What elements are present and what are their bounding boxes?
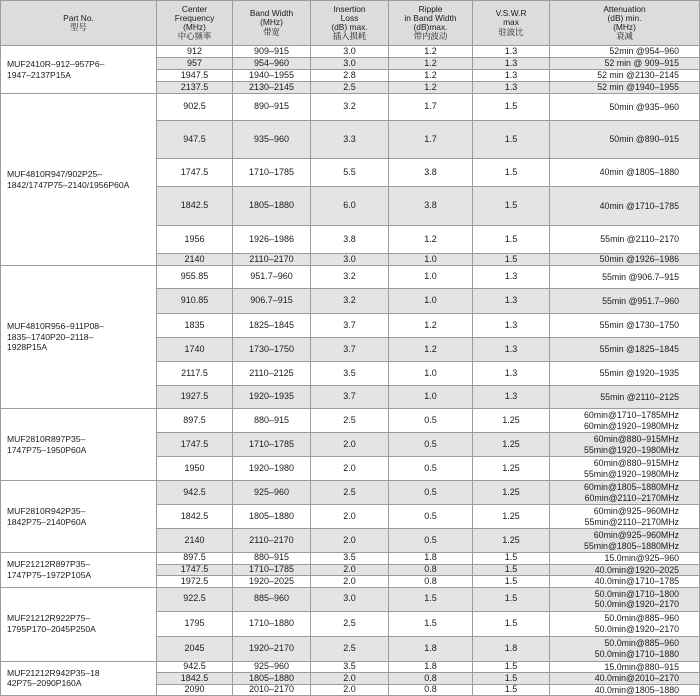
- attenuation-line: 50min @935–960: [609, 101, 679, 112]
- attenuation-line: 50.0min@1710–1800: [594, 588, 679, 599]
- part-number-cell: [1, 46, 157, 94]
- vswr-cell: 1.3: [473, 314, 550, 338]
- attenuation-line: 55min @1920–1935: [599, 368, 679, 379]
- vswr-cell: 1.25: [473, 433, 550, 457]
- part-number-cell: [1, 94, 157, 266]
- center-frequency-cell: 1842.5: [157, 187, 233, 226]
- ripple-cell: 1.0: [389, 266, 473, 289]
- header-line: 衰减: [616, 31, 633, 42]
- part-group: [1, 409, 700, 481]
- part-number-line: MUF2810R942P35–: [7, 505, 86, 516]
- vswr-cell: 1.5: [473, 564, 550, 576]
- attenuation-line: 50min @890–915: [609, 134, 679, 145]
- vswr-cell: 1.3: [473, 58, 550, 70]
- attenuation-cell: [550, 611, 700, 636]
- header-line: Frequency: [174, 12, 215, 23]
- header-line: (MHz): [613, 22, 636, 32]
- ripple-cell: 0.5: [389, 529, 473, 553]
- center-frequency-cell: 2045: [157, 636, 233, 661]
- table-row: [1, 94, 700, 121]
- part-number-cell: [1, 266, 157, 409]
- part-group: [1, 587, 700, 661]
- part-number-line: MUF21212R897P35–: [7, 559, 91, 570]
- part-group: [1, 94, 700, 266]
- vswr-cell: 1.3: [473, 70, 550, 82]
- insertion-loss-cell: 2.0: [311, 576, 389, 588]
- attenuation-line: 60min@880–915MHz: [593, 457, 679, 468]
- band-width-cell: 1710–1880: [233, 611, 311, 636]
- band-width-cell: 1926–1986: [233, 226, 311, 254]
- attenuation-line: 60min@925–960MHz: [593, 505, 679, 516]
- insertion-loss-cell: 3.7: [311, 386, 389, 409]
- part-group: [1, 46, 700, 94]
- attenuation-cell: [550, 433, 700, 457]
- attenuation-line: 50.0min@885–960: [604, 613, 679, 624]
- ripple-cell: 0.5: [389, 481, 473, 505]
- part-group: [1, 481, 700, 553]
- part-number-line: 1747P75–1972P105A: [7, 569, 92, 580]
- ripple-cell: 0.5: [389, 505, 473, 529]
- header-line: (MHz): [260, 17, 283, 28]
- band-width-cell: 906.7–915: [233, 289, 311, 314]
- center-frequency-cell: 1956: [157, 226, 233, 254]
- vswr-cell: 1.3: [473, 386, 550, 409]
- part-group: [1, 553, 700, 588]
- ripple-cell: 1.2: [389, 338, 473, 362]
- insertion-loss-cell: 3.3: [311, 121, 389, 159]
- attenuation-cell: [550, 587, 700, 611]
- attenuation-line: 52min @954–960: [609, 46, 679, 57]
- insertion-loss-cell: 3.5: [311, 362, 389, 386]
- ripple-cell: 3.8: [389, 159, 473, 187]
- band-width-cell: 1920–1935: [233, 386, 311, 409]
- center-frequency-cell: 2117.5: [157, 362, 233, 386]
- vswr-cell: 1.25: [473, 529, 550, 553]
- band-width-cell: 1730–1750: [233, 338, 311, 362]
- part-number-line: 1835–1740P20–2118–: [7, 331, 94, 342]
- attenuation-cell: [550, 94, 700, 121]
- center-frequency-cell: 1947.5: [157, 70, 233, 82]
- ripple-cell: 1.2: [389, 46, 473, 58]
- center-frequency-cell: 1972.5: [157, 576, 233, 588]
- attenuation-cell: [550, 457, 700, 481]
- attenuation-cell: [550, 409, 700, 433]
- center-frequency-cell: 2137.5: [157, 82, 233, 94]
- band-width-header: [233, 1, 311, 46]
- part-number-cell: [1, 481, 157, 553]
- table-header: [1, 1, 700, 46]
- ripple-header: [389, 1, 473, 46]
- ripple-cell: 0.5: [389, 409, 473, 433]
- vswr-cell: 1.25: [473, 481, 550, 505]
- table-row: [1, 409, 700, 433]
- attenuation-cell: [550, 70, 700, 82]
- center-frequency-header: [157, 1, 233, 46]
- ripple-cell: 1.0: [389, 386, 473, 409]
- center-frequency-cell: 1747.5: [157, 564, 233, 576]
- vswr-cell: 1.5: [473, 661, 550, 673]
- attenuation-cell: [550, 553, 700, 565]
- insertion-loss-cell: 2.8: [311, 70, 389, 82]
- part-number-line: 1842/1747P75–2140/1956P60A: [7, 179, 130, 190]
- insertion-loss-cell: 3.0: [311, 58, 389, 70]
- vswr-cell: 1.5: [473, 587, 550, 611]
- ripple-cell: 1.8: [389, 636, 473, 661]
- band-width-cell: 885–960: [233, 587, 311, 611]
- table-row: [1, 587, 700, 611]
- insertion-loss-cell: 2.5: [311, 481, 389, 505]
- attenuation-cell: [550, 121, 700, 159]
- center-frequency-cell: 947.5: [157, 121, 233, 159]
- center-frequency-cell: 910.85: [157, 289, 233, 314]
- insertion-loss-cell: 3.0: [311, 46, 389, 58]
- ripple-cell: 1.5: [389, 611, 473, 636]
- part-number-line: 1795P170–2045P250A: [7, 624, 96, 635]
- part-number-line: 1842P75–2140P60A: [7, 516, 87, 527]
- ripple-cell: 1.0: [389, 362, 473, 386]
- band-width-cell: 954–960: [233, 58, 311, 70]
- header-line: Loss: [340, 12, 359, 23]
- ripple-cell: 1.7: [389, 121, 473, 159]
- attenuation-cell: [550, 576, 700, 588]
- attenuation-line: 55min @1730–1750: [599, 320, 679, 331]
- center-frequency-cell: 1842.5: [157, 505, 233, 529]
- attenuation-cell: [550, 46, 700, 58]
- center-frequency-cell: 2140: [157, 254, 233, 266]
- center-frequency-cell: 2090: [157, 684, 233, 696]
- vswr-cell: 1.5: [473, 121, 550, 159]
- part-number-line: 42P75–2090P160A: [7, 678, 82, 689]
- attenuation-line: 55min @2110–2170: [600, 234, 679, 245]
- part-number-cell: [1, 409, 157, 481]
- ripple-cell: 0.8: [389, 576, 473, 588]
- insertion-loss-cell: 2.5: [311, 82, 389, 94]
- attenuation-line: 15.0min@925–960: [604, 553, 679, 563]
- insertion-loss-cell: 2.5: [311, 409, 389, 433]
- insertion-loss-cell: 3.0: [311, 587, 389, 611]
- vswr-cell: 1.5: [473, 576, 550, 588]
- band-width-cell: 1940–1955: [233, 70, 311, 82]
- insertion-loss-header: [311, 1, 389, 46]
- ripple-cell: 1.5: [389, 587, 473, 611]
- header-line: 带宽: [263, 26, 280, 37]
- attenuation-line: 55min@1920–1980MHz: [583, 444, 679, 455]
- insertion-loss-cell: 3.7: [311, 314, 389, 338]
- center-frequency-cell: 1747.5: [157, 433, 233, 457]
- ripple-cell: 1.2: [389, 82, 473, 94]
- vswr-cell: 1.3: [473, 362, 550, 386]
- part-no-header: [1, 1, 157, 46]
- attenuation-line: 40.0min@1920–2025: [594, 564, 679, 575]
- center-frequency-cell: 1740: [157, 338, 233, 362]
- center-frequency-cell: 942.5: [157, 661, 233, 673]
- part-number-line: MUF2410R–912–957P6–: [7, 58, 105, 69]
- ripple-cell: 1.0: [389, 289, 473, 314]
- band-width-cell: 2010–2170: [233, 684, 311, 696]
- header-line: 中心频率: [177, 31, 212, 42]
- center-frequency-cell: 1747.5: [157, 159, 233, 187]
- part-number-cell: [1, 553, 157, 588]
- part-number-line: 1928P15A: [7, 342, 48, 353]
- insertion-loss-cell: 3.5: [311, 553, 389, 565]
- header-line: V.S.W.R: [495, 8, 527, 19]
- ripple-cell: 1.2: [389, 58, 473, 70]
- header-line: Band Width: [249, 8, 294, 19]
- vswr-cell: 1.25: [473, 457, 550, 481]
- vswr-cell: 1.3: [473, 82, 550, 94]
- attenuation-line: 40.0min@1710–1785: [594, 576, 679, 587]
- vswr-cell: 1.5: [473, 611, 550, 636]
- attenuation-line: 55min @1825–1845: [599, 344, 679, 355]
- band-width-cell: 2110–2170: [233, 529, 311, 553]
- center-frequency-cell: 922.5: [157, 587, 233, 611]
- vswr-cell: 1.3: [473, 289, 550, 314]
- band-width-cell: 1710–1785: [233, 564, 311, 576]
- attenuation-line: 50.0min@885–960: [604, 638, 679, 649]
- band-width-cell: 1805–1880: [233, 505, 311, 529]
- attenuation-cell: [550, 338, 700, 362]
- header-line: (MHz): [183, 22, 206, 32]
- attenuation-cell: [550, 254, 700, 266]
- attenuation-cell: [550, 187, 700, 226]
- vswr-cell: 1.8: [473, 636, 550, 661]
- attenuation-cell: [550, 314, 700, 338]
- insertion-loss-cell: 2.0: [311, 457, 389, 481]
- header-line: max: [503, 17, 519, 28]
- part-number-cell: [1, 587, 157, 661]
- insertion-loss-cell: 2.0: [311, 505, 389, 529]
- header-line: 驻波比: [498, 26, 524, 37]
- insertion-loss-cell: 3.2: [311, 289, 389, 314]
- band-width-cell: 935–960: [233, 121, 311, 159]
- attenuation-cell: [550, 82, 700, 94]
- attenuation-line: 15.0min@880–915: [604, 661, 679, 672]
- ripple-cell: 0.5: [389, 457, 473, 481]
- table-row: [1, 481, 700, 505]
- band-width-cell: 890–915: [233, 94, 311, 121]
- attenuation-line: 55min @906.7–915: [602, 271, 679, 282]
- header-line: 插入损耗: [332, 31, 367, 42]
- vswr-cell: 1.3: [473, 46, 550, 58]
- band-width-cell: 2130–2145: [233, 82, 311, 94]
- band-width-cell: 909–915: [233, 46, 311, 58]
- center-frequency-cell: 1835: [157, 314, 233, 338]
- band-width-cell: 2110–2170: [233, 254, 311, 266]
- attenuation-cell: [550, 362, 700, 386]
- insertion-loss-cell: 2.5: [311, 636, 389, 661]
- attenuation-line: 40min @1710–1785: [599, 200, 679, 211]
- attenuation-line: 52 min @2130–2145: [597, 70, 679, 81]
- attenuation-line: 55min@2110–2170MHz: [584, 516, 679, 527]
- table-row: [1, 661, 700, 673]
- vswr-cell: 1.5: [473, 159, 550, 187]
- insertion-loss-cell: 2.0: [311, 433, 389, 457]
- band-width-cell: 951.7–960: [233, 266, 311, 289]
- attenuation-cell: [550, 266, 700, 289]
- ripple-cell: 1.8: [389, 553, 473, 565]
- attenuation-line: 40.0min@1805–1880: [594, 684, 679, 695]
- vswr-cell: 1.5: [473, 673, 550, 685]
- center-frequency-cell: 2140: [157, 529, 233, 553]
- insertion-loss-cell: 3.2: [311, 266, 389, 289]
- attenuation-cell: [550, 505, 700, 529]
- header-row: [1, 1, 700, 46]
- ripple-cell: 0.5: [389, 433, 473, 457]
- vswr-cell: 1.5: [473, 187, 550, 226]
- band-width-cell: 1710–1785: [233, 159, 311, 187]
- attenuation-line: 60min@925–960MHz: [593, 529, 679, 540]
- vswr-cell: 1.5: [473, 226, 550, 254]
- attenuation-line: 60min@1805–1880MHz: [583, 481, 679, 492]
- vswr-cell: 1.5: [473, 94, 550, 121]
- insertion-loss-cell: 3.8: [311, 226, 389, 254]
- table-row: [1, 46, 700, 58]
- attenuation-cell: [550, 684, 700, 696]
- center-frequency-cell: 957: [157, 58, 233, 70]
- attenuation-line: 60min@1710–1785MHz: [583, 409, 679, 420]
- attenuation-line: 60min@1920–1980MHz: [583, 420, 679, 431]
- attenuation-cell: [550, 159, 700, 187]
- ripple-cell: 3.8: [389, 187, 473, 226]
- center-frequency-cell: 1795: [157, 611, 233, 636]
- ripple-cell: 0.8: [389, 673, 473, 685]
- attenuation-cell: [550, 58, 700, 70]
- header-line: Part No.: [63, 12, 94, 23]
- band-width-cell: 880–915: [233, 409, 311, 433]
- vswr-cell: 1.5: [473, 553, 550, 565]
- attenuation-cell: [550, 529, 700, 553]
- attenuation-line: 55min @951.7–960: [602, 295, 679, 306]
- ripple-cell: 0.8: [389, 684, 473, 696]
- attenuation-line: 50min @1926–1986: [599, 254, 679, 265]
- center-frequency-cell: 912: [157, 46, 233, 58]
- ripple-cell: 1.7: [389, 94, 473, 121]
- band-width-cell: 1805–1880: [233, 187, 311, 226]
- part-number-line: 1747P75–1950P60A: [7, 444, 87, 455]
- insertion-loss-cell: 2.0: [311, 564, 389, 576]
- header-line: 带内波动: [413, 31, 448, 42]
- header-line: (dB)max.: [413, 22, 448, 32]
- attenuation-line: 50.0min@1710–1880: [594, 648, 679, 659]
- band-width-cell: 2110–2125: [233, 362, 311, 386]
- attenuation-line: 55min@1805–1880MHz: [583, 540, 679, 551]
- center-frequency-cell: 1950: [157, 457, 233, 481]
- part-number-line: MUF4810R956–911P08–: [7, 320, 104, 331]
- vswr-cell: 1.5: [473, 254, 550, 266]
- header-line: in Band Width: [404, 12, 457, 23]
- attenuation-line: 40.0min@2010–2170: [594, 673, 679, 684]
- ripple-cell: 1.0: [389, 254, 473, 266]
- ripple-cell: 0.8: [389, 564, 473, 576]
- table-row: [1, 553, 700, 565]
- center-frequency-cell: 1927.5: [157, 386, 233, 409]
- attenuation-cell: [550, 289, 700, 314]
- attenuation-line: 50.0min@1920–2170: [594, 623, 679, 634]
- ripple-cell: 1.8: [389, 661, 473, 673]
- attenuation-line: 50.0min@1920–2170: [594, 599, 679, 610]
- attenuation-line: 60min@880–915MHz: [593, 433, 679, 444]
- attenuation-cell: [550, 636, 700, 661]
- part-number-line: MUF2810R897P35–: [7, 433, 86, 444]
- attenuation-header: [550, 1, 700, 46]
- insertion-loss-cell: 2.0: [311, 673, 389, 685]
- band-width-cell: 1825–1845: [233, 314, 311, 338]
- ripple-cell: 1.2: [389, 226, 473, 254]
- header-line: (dB) min.: [607, 12, 642, 23]
- attenuation-line: 40min @1805–1880: [599, 167, 679, 178]
- attenuation-cell: [550, 386, 700, 409]
- insertion-loss-cell: 3.5: [311, 661, 389, 673]
- attenuation-cell: [550, 564, 700, 576]
- attenuation-line: 55min @2110–2125: [600, 391, 679, 402]
- attenuation-line: 60min@2110–2170MHz: [584, 492, 679, 503]
- center-frequency-cell: 1842.5: [157, 673, 233, 685]
- vswr-cell: 1.5: [473, 684, 550, 696]
- insertion-loss-cell: 3.0: [311, 254, 389, 266]
- ripple-cell: 1.2: [389, 70, 473, 82]
- part-number-line: 1947–2137P15A: [7, 69, 72, 80]
- band-width-cell: 1805–1880: [233, 673, 311, 685]
- insertion-loss-cell: 5.5: [311, 159, 389, 187]
- header-line: (dB) max.: [331, 22, 368, 32]
- attenuation-line: 52 min @1940–1955: [597, 82, 679, 93]
- band-width-cell: 1920–2170: [233, 636, 311, 661]
- center-frequency-cell: 897.5: [157, 409, 233, 433]
- part-number-line: MUF4810R947/902P25–: [7, 168, 103, 179]
- attenuation-cell: [550, 673, 700, 685]
- band-width-cell: 925–960: [233, 661, 311, 673]
- vswr-cell: 1.25: [473, 409, 550, 433]
- header-line: Center: [181, 3, 208, 14]
- attenuation-cell: [550, 481, 700, 505]
- header-line: Ripple: [418, 3, 443, 14]
- attenuation-line: 52 min @ 909–915: [604, 58, 679, 69]
- insertion-loss-cell: 3.2: [311, 94, 389, 121]
- band-width-cell: 1920–2025: [233, 576, 311, 588]
- vswr-header: [473, 1, 550, 46]
- band-width-cell: 880–915: [233, 553, 311, 565]
- band-width-cell: 1920–1980: [233, 457, 311, 481]
- insertion-loss-cell: 6.0: [311, 187, 389, 226]
- part-group: [1, 266, 700, 409]
- header-line: 型号: [70, 22, 87, 32]
- insertion-loss-cell: 2.5: [311, 611, 389, 636]
- center-frequency-cell: 955.85: [157, 266, 233, 289]
- vswr-cell: 1.3: [473, 266, 550, 289]
- header-line: Attenuation: [603, 3, 646, 14]
- attenuation-cell: [550, 226, 700, 254]
- insertion-loss-cell: 2.0: [311, 684, 389, 696]
- ripple-cell: 1.2: [389, 314, 473, 338]
- part-number-line: MUF21212R942P35–18: [7, 667, 100, 678]
- center-frequency-cell: 897.5: [157, 553, 233, 565]
- attenuation-cell: [550, 661, 700, 673]
- attenuation-line: 55min@1920–1980MHz: [583, 468, 679, 479]
- center-frequency-cell: 902.5: [157, 94, 233, 121]
- insertion-loss-cell: 2.0: [311, 529, 389, 553]
- header-line: Insertion: [333, 3, 366, 14]
- center-frequency-cell: 942.5: [157, 481, 233, 505]
- insertion-loss-cell: 3.7: [311, 338, 389, 362]
- vswr-cell: 1.25: [473, 505, 550, 529]
- band-width-cell: 1710–1785: [233, 433, 311, 457]
- band-width-cell: 925–960: [233, 481, 311, 505]
- part-number-line: MUF21212R922P75–: [7, 613, 91, 624]
- table-row: [1, 266, 700, 289]
- vswr-cell: 1.3: [473, 338, 550, 362]
